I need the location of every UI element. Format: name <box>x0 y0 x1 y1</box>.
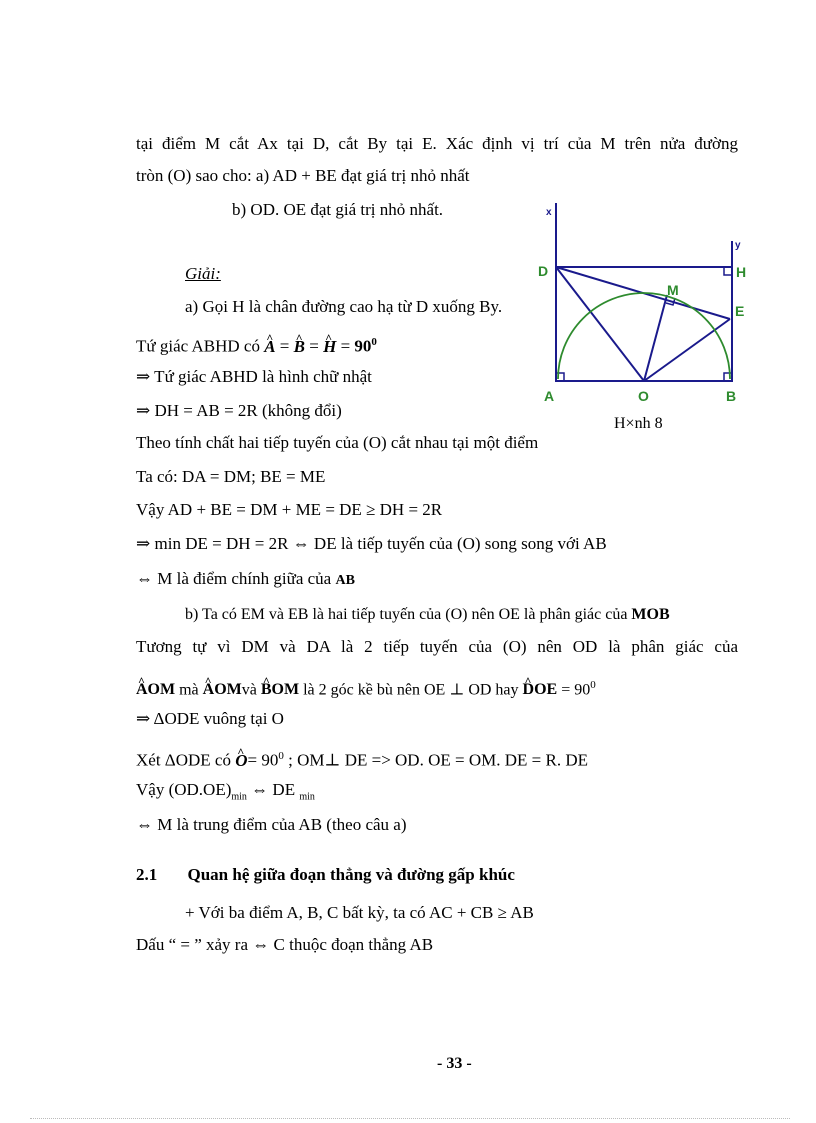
segment-do <box>556 267 644 381</box>
geometry-figure <box>530 195 760 410</box>
text-line-18 <box>136 746 588 771</box>
bisector-text-1: b) Ta có EM và EB là hai tiếp tuyến của (O) nên OE là phân giác của <box>185 606 628 623</box>
text-line-3: b) OD. OE đạt giá trị nhỏ nhất. <box>232 200 444 219</box>
angle-o: ^ O <box>235 751 247 771</box>
min-sub-1: min <box>231 791 247 803</box>
figure-caption: H×nh 8 <box>614 415 663 432</box>
angle-b: ^ B <box>294 337 305 357</box>
angle-h: ^ H <box>323 337 336 357</box>
therefore-text: Vậy (OD.OE) <box>136 780 232 799</box>
text-line-12: ⇒ min DE = DH = 2R ⇔ DE là tiếp tuyến của (O) song song với AB <box>136 534 607 553</box>
text-line-17: ⇒ ΔODE vuông tại O <box>136 709 284 728</box>
text-equals-90: = 90 <box>561 681 591 699</box>
midpoint-text: ⇔ M là điểm chính giữa của <box>136 569 332 588</box>
text-line-7: ⇒ Tứ giác ABHD là hình chữ nhật <box>136 367 372 386</box>
text-line-6: Tứ giác ABHD có ^ A = ^ B = ^ $H = 90^0$ <box>136 332 377 357</box>
semicircle <box>558 293 730 379</box>
label-a: A <box>544 388 555 404</box>
text-line-15: Tương tự vì DM và DA là 2 tiếp tuyến của (O) nên OD là phân giác của <box>136 637 738 656</box>
product-text: ; OM⊥ DE => OD. OE = OM. DE = R. DE <box>288 750 588 770</box>
arc-ab: AB <box>335 573 355 588</box>
text-line-19 <box>136 780 315 807</box>
bottom-divider <box>30 1118 790 1119</box>
degree-sup: 0 <box>371 336 377 348</box>
min-sub-2: min <box>299 791 315 803</box>
section-number: 2.1 <box>136 865 158 884</box>
angle-a: ^ A <box>264 337 275 357</box>
angle-doe: ^ DOE <box>523 680 558 700</box>
text-line-13 <box>136 569 355 591</box>
solution-heading: Giải: <box>185 264 221 283</box>
label-y: y <box>735 240 741 251</box>
text-line-11: Vậy AD + BE = DM + ME = DE ≥ DH = 2R <box>136 500 443 519</box>
text-line-9: Theo tính chất hai tiếp tuyến của (O) cắt nhau tại một điểm <box>136 433 539 452</box>
consider-text: Xét ΔODE có <box>136 750 231 770</box>
label-m: M <box>667 282 679 298</box>
segment-oe <box>644 319 730 381</box>
text-line-14 <box>185 605 670 625</box>
right-angle-h <box>724 267 732 275</box>
label-o: O <box>638 388 649 404</box>
equiv-de-text: ⇔ DE <box>251 780 296 799</box>
text-line-16 <box>136 675 596 700</box>
quad-text: Tứ giác ABHD có <box>136 336 260 356</box>
angle-aom-1: ^ AOM <box>136 680 175 700</box>
equals-90-text: = 90 <box>247 750 279 770</box>
degree-sup-3: 0 <box>278 750 284 762</box>
page-number: - 33 - <box>437 1055 472 1072</box>
degree-sup-2: 0 <box>590 679 596 691</box>
text-ma: mà <box>179 681 199 699</box>
text-line-23: Dấu “ = ” xảy ra ⇔ C thuộc đoạn thẳng AB <box>136 935 434 954</box>
text-line-22: + Với ba điểm A, B, C bất kỳ, ta có AC + CB ≥ AB <box>185 903 534 922</box>
text-line-2: tròn (O) sao cho: a) AD + BE đạt giá trị nhỏ nhất <box>136 166 470 185</box>
label-e: E <box>735 303 745 319</box>
ninety-value: 90 <box>354 336 372 356</box>
text-line-8: ⇒ DH = AB = 2R (không đổi) <box>136 401 342 420</box>
section-title: Quan hệ giữa đoạn thẳng và đường gấp khúc <box>187 865 515 884</box>
angle-bom: ^ BOM <box>261 680 299 700</box>
angle-mob: MOB <box>631 606 670 623</box>
section-heading <box>136 865 515 885</box>
label-b: B <box>726 388 737 404</box>
label-d: D <box>538 263 549 279</box>
text-supplementary: là 2 góc kề bù nên OE ⊥ OD hay <box>303 681 519 699</box>
text-line-1: tại điểm M cắt Ax tại D, cắt By tại E. Xác định vị trí của M trên nửa đường <box>136 134 738 153</box>
text-line-5: a) Gọi H là chân đường cao hạ từ D xuống By. <box>185 297 503 316</box>
text-line-20: ⇔ M là trung điểm của AB (theo câu a) <box>136 815 407 834</box>
text-va: và <box>241 681 257 699</box>
angle-aom-2: ^ AOM <box>203 680 242 700</box>
label-h: H <box>736 264 747 280</box>
text-line-10: Ta có: DA = DM; BE = ME <box>136 467 326 486</box>
label-x: x <box>546 207 552 218</box>
